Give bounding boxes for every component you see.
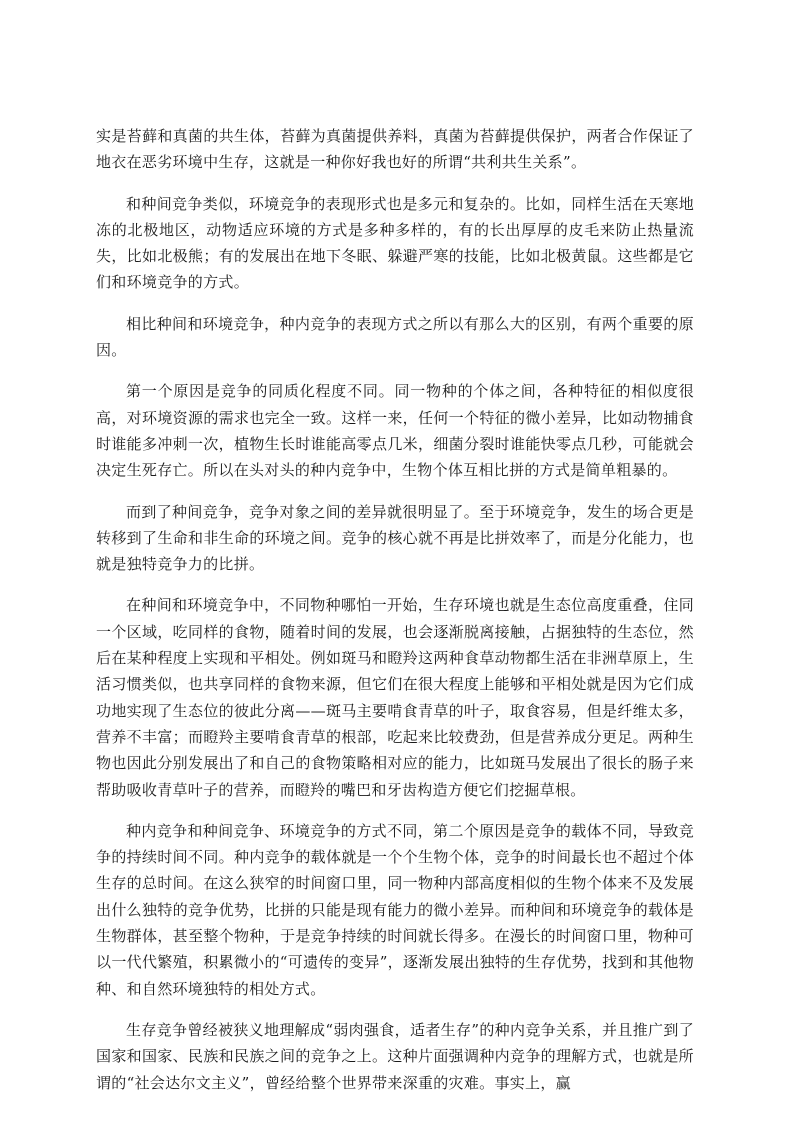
paragraph-1: 实是苔藓和真菌的共生体，苔藓为真菌提供养料，真菌为苔藓提供保护，两者合作保证了地衣在恶劣环境中生存，这就是一种你好我也好的所谓“共利共生关系”。 (96, 127, 694, 172)
paragraph-4: 第一个原因是竞争的同质化程度不同。同一物种的个体之间，各种特征的相似度很高，对环境资源的需求也完全一致。这样一来，任何一个特征的微小差异，比如动物捕食时谁能多冲刺一次，植物生长时谁能高零点几米，细菌分裂时谁能快零点几秒，可能就会决定生死存亡。所以在头对头的种内竞争中，生物个体互相比拼的方式是简单粗暴的。 (96, 382, 694, 480)
paragraph-8: 生存竞争曾经被狭义地理解成“弱肉强食，适者生存”的种内竞争关系，并且推广到了国家和国家、民族和民族之间的竞争之上。这种片面强调种内竞争的理解方式，也就是所谓的“社会达尔文主义”，曾经给整个世界带来深重的灾难。事实上，赢 (96, 1020, 694, 1092)
paragraph-5: 而到了种间竞争，竞争对象之间的差异就很明显了。至于环境竞争，发生的场合更是转移到了生命和非生命的环境之间。竞争的核心就不再是比拼效率了，而是分化能力，也就是独特竞争力的比拼。 (96, 502, 694, 574)
document-body (96, 123, 694, 1111)
paragraph-3: 相比种间和环境竞争，种内竞争的表现方式之所以有那么大的区别，有两个重要的原因。 (96, 314, 694, 360)
paragraph-6: 在种间和环境竞争中，不同物种哪怕一开始，生存环境也就是生态位高度重叠，住同一个区域，吃同样的食物，随着时间的发展，也会逐渐脱离接触，占据独特的生态位，然后在某种程度上实现和平相处。例如斑马和瞪羚这两种食草动物都生活在非洲草原上，生活习惯类似，也共享同样的食物来源，但它们在很大程度上能够和平相处就是因为它们成功地实现了生态位的彼此分离——斑马主要啃食青草的叶子，取食容易，但是纤维太多，营养不丰富；而瞪羚主要啃食青草的根部，吃起来比较费劲，但是营养成分更足。两种生物也因此分别发展出了和自己的食物策略相对应的能力，比如斑马发展出了很长的肠子来帮助吸收青草叶子的营养，而瞪羚的嘴巴和牙齿构造方便它们挖掘草根。 (96, 596, 694, 799)
paragraph-7: 种内竞争和种间竞争、环境竞争的方式不同，第二个原因是竞争的载体不同，导致竞争的持续时间不同。种内竞争的载体就是一个个生物个体，竞争的时间最长也不超过个体生存的总时间。在这么狭窄的时间窗口里，同一物种内部高度相似的生物个体来不及发展出什么独特的竞争优势，比拼的只能是现有能力的微小差异。而种间和环境竞争的载体是生物群体，甚至整个物种，于是竞争持续的时间就长得多。在漫长的时间窗口里，物种可以一代代繁殖，积累微小的“可遗传的变异”，逐渐发展出独特的生存优势，找到和其他物种、和自然环境独特的相处方式。 (96, 821, 694, 998)
paragraph-2: 和种间竞争类似，环境竞争的表现形式也是多元和复杂的。比如，同样生活在天寒地冻的北极地区，动物适应环境的方式是多种多样的，有的长出厚厚的皮毛来防止热量流失，比如北极熊；有的发展出在地下冬眠、躲避严寒的技能，比如北极黄鼠。这些都是它们和环境竞争的方式。 (96, 194, 694, 292)
